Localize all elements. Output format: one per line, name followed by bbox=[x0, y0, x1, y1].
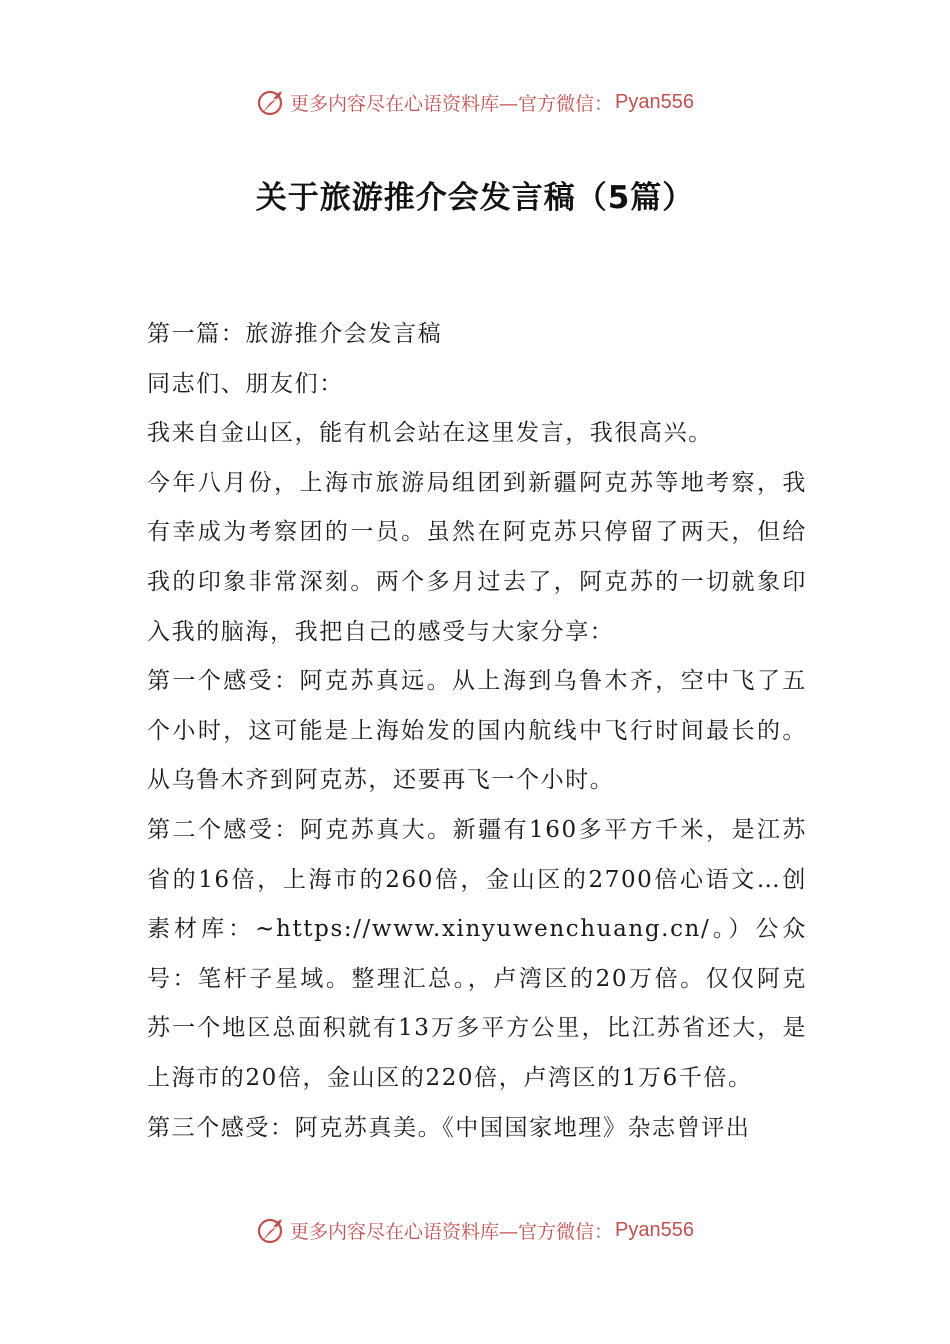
paragraph: 第一篇：旅游推介会发言稿 bbox=[147, 321, 443, 347]
quill-logo-icon bbox=[256, 1215, 286, 1245]
banner-text: 更多内容尽在心语资料库—官方微信： bbox=[290, 1220, 614, 1243]
document-title: 关于旅游推介会发言稿（5篇） bbox=[255, 180, 695, 216]
paragraph: 我来自金山区，能有机会站在这里发言，我很高兴。 bbox=[147, 420, 713, 447]
paragraph: 第三个感受：阿克苏真美。《中国国家地理》杂志曾评出 bbox=[147, 1114, 751, 1141]
paragraph: 第二个感受：阿克苏真大。新疆有160多平方千米，是江苏省的16倍，上海市的260倍，金山区的2700倍心语文…创素材库：~https://www.xinyuwenchuang.cn/。）公众号：笔杆子星域。整理汇总。，卢湾区的20万倍。仅仅阿克苏一个地区总面积就有13万多平方公里，比江苏省还大，是上海市的20倍，金山区的220倍，卢湾区的1万6千倍。 bbox=[147, 816, 807, 1091]
document-body bbox=[147, 310, 807, 1153]
paragraph: 今年八月份，上海市旅游局组团到新疆阿克苏等地考察，我有幸成为考察团的一员。虽然在阿克苏只停留了两天，但给我的印象非常深刻。两个多月过去了，阿克苏的一切就象印入我的脑海，我把自己的感受与大家分享： bbox=[147, 469, 807, 645]
quill-logo-icon bbox=[256, 87, 286, 117]
banner-text: 更多内容尽在心语资料库—官方微信： bbox=[290, 92, 614, 115]
banner-wechat-id: Pyan556 bbox=[615, 1218, 694, 1241]
banner-wechat-id: Pyan556 bbox=[615, 90, 694, 113]
paragraph: 第一个感受：阿克苏真远。从上海到乌鲁木齐，空中飞了五个小时，这可能是上海始发的国内航线中飞行时间最长的。从乌鲁木齐到阿克苏，还要再飞一个小时。 bbox=[147, 668, 807, 794]
header-banner bbox=[0, 82, 950, 122]
footer-banner bbox=[0, 1210, 950, 1250]
paragraph: 同志们、朋友们： bbox=[147, 370, 344, 397]
